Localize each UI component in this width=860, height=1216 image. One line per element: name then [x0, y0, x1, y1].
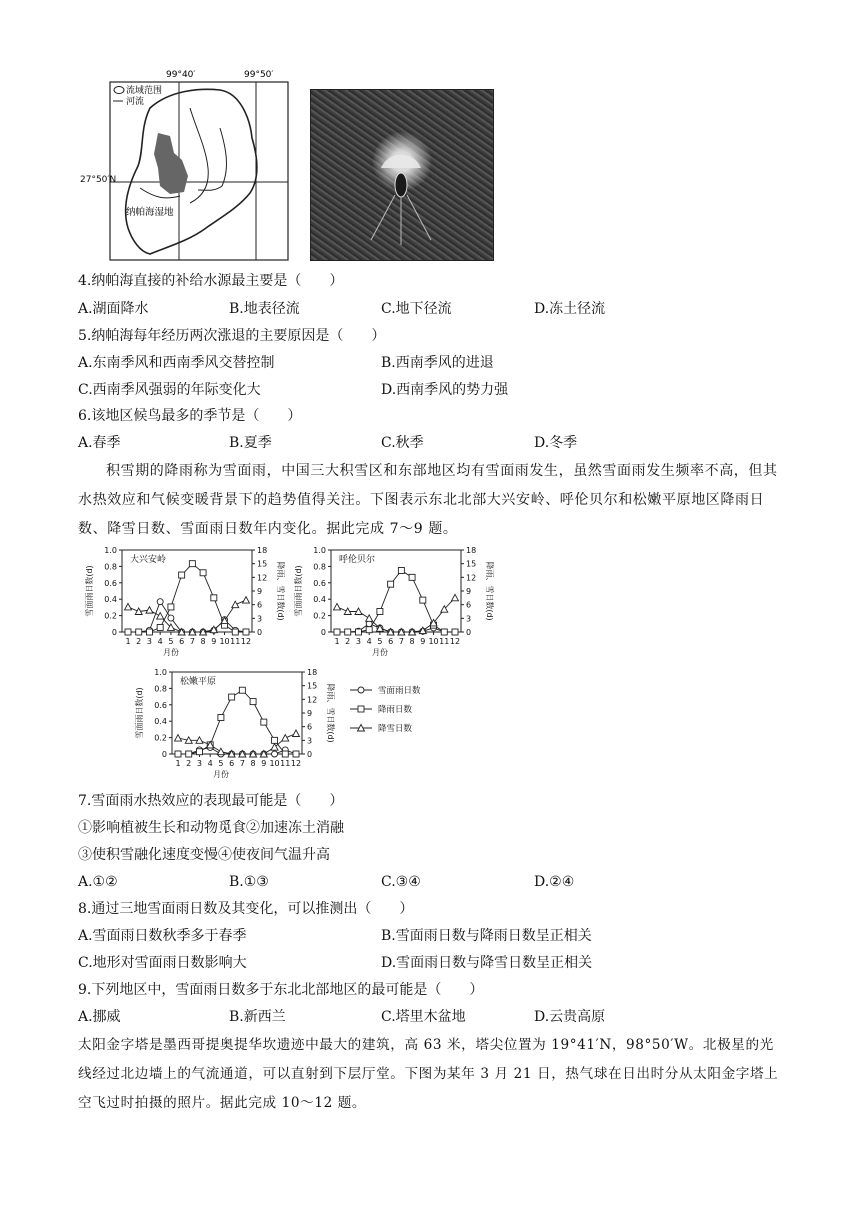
q4-option-d[interactable]: D.冻土径流: [534, 301, 606, 317]
month-label: 7: [189, 637, 195, 646]
legend-label: 降雨日数: [378, 705, 413, 715]
series-3-point: [293, 730, 300, 737]
series-3-point: [243, 597, 250, 604]
month-label: 4: [157, 637, 163, 646]
series-2-point: [420, 597, 426, 603]
series-line-2: [128, 564, 246, 632]
left-tick-label: 0.2: [313, 611, 326, 621]
series-line-2: [337, 571, 455, 633]
month-label: 2: [186, 759, 192, 768]
right-tick-label: 0: [257, 628, 263, 637]
series-2-point: [282, 751, 288, 757]
boat-shape: [395, 173, 407, 197]
basin-legend-symbol: [114, 87, 124, 94]
month-label: 11: [230, 637, 241, 646]
river-2: [198, 128, 226, 190]
right-axis-label: 降雨、雪日数(d): [276, 561, 285, 621]
series-2-point: [196, 749, 202, 755]
chart-panel-2: [293, 546, 495, 657]
series-2-point: [157, 624, 163, 630]
left-tick-label: 0.6: [313, 578, 326, 588]
month-label: 12: [449, 637, 461, 646]
right-tick-label: 12: [466, 573, 477, 583]
month-label: 11: [439, 637, 450, 646]
series-2-point: [175, 751, 181, 757]
q8-option-d[interactable]: D.雪面雨日数与降雪日数呈正相关: [381, 955, 593, 971]
q8-option-c[interactable]: C.地形对雪面雨日数影响大: [78, 955, 247, 971]
series-2-point: [452, 629, 458, 635]
basin-boundary: [126, 89, 257, 254]
month-label: 7: [239, 759, 245, 768]
q5-option-a[interactable]: A.东南季风和西南季风交替控制: [78, 355, 275, 371]
month-label: 9: [420, 637, 426, 646]
wetland-label: 纳帕海湿地: [126, 207, 174, 218]
series-3-point: [175, 735, 182, 742]
q9-option-b[interactable]: B.新西兰: [229, 1009, 286, 1025]
series-2-point: [355, 629, 361, 635]
lat-label: 27°50′N: [80, 175, 117, 185]
intro-10-12: 太阳金字塔是墨西哥提奥提华坎遗迹中最大的建筑，高 63 米，塔尖位置为 19°41′N，98°50′W。北极星的光线经过北边墙上的气流通道，可以直射到下层厅堂。下图为某年 3 月 21 日，热气球在日出时分从太阳金字塔上空飞过时拍摄的照片。据此完成 10～12 题。: [78, 1037, 779, 1111]
series-2-point: [377, 609, 383, 615]
left-axis-label: 雪面雨日数(d): [294, 565, 303, 617]
series-2-point: [125, 629, 131, 635]
month-label: 12: [240, 637, 252, 646]
q4-option-c[interactable]: C.地下径流: [381, 301, 452, 317]
series-2-point: [189, 561, 195, 567]
series-2-point: [345, 629, 351, 635]
left-tick-label: 0: [320, 628, 326, 637]
series-2-point: [398, 568, 404, 574]
legend-basin-label: 流域范围: [126, 86, 163, 96]
month-label: 9: [261, 759, 267, 768]
q5-option-d[interactable]: D.西南季风的势力强: [381, 382, 509, 398]
right-tick-label: 0: [307, 750, 313, 759]
series-2-point: [441, 629, 447, 635]
series-3-point: [125, 603, 132, 610]
lon-label-99-50: 99°50′: [244, 70, 274, 80]
q9-option-d[interactable]: D.云贵高原: [534, 1009, 606, 1025]
right-tick-label: 9: [257, 587, 263, 596]
month-label: 5: [218, 759, 224, 768]
q7-option-d[interactable]: D.②④: [534, 874, 575, 890]
bird-flock-shape: [381, 155, 421, 169]
legend-marker: [358, 687, 364, 693]
q6-option-c[interactable]: C.秋季: [381, 435, 424, 451]
series-2-point: [136, 629, 142, 635]
series-2-point: [366, 627, 372, 633]
right-tick-label: 15: [466, 559, 477, 569]
series-3-point: [282, 735, 289, 742]
series-3-point: [217, 748, 224, 755]
series-2-point: [186, 751, 192, 757]
q8-stem: 8.通过三地雪面雨日数及其变化，可以推测出（ ）: [78, 901, 414, 917]
left-tick-label: 0.6: [104, 578, 117, 588]
legend-label: 降雪日数: [378, 724, 413, 734]
left-tick-label: 0.4: [154, 717, 167, 727]
month-label: 2: [136, 637, 142, 646]
intro-7-9: 积雪期的降雨称为雪面雨，中国三大积雪区和东部地区均有雪面雨发生，虽然雪面雨发生频率不高，但其水热效应和气候变暖背景下的趋势值得关注。下图表示东北北部大兴安岭、呼伦贝尔和松嫩平原地区降雨日数、降雪日数、雪面雨日数年内变化。据此完成 7～9 题。: [78, 463, 778, 537]
series-3-point: [232, 601, 239, 608]
series-3-point: [146, 607, 153, 614]
q9-option-c[interactable]: C.塔里木盆地: [381, 1009, 466, 1025]
month-label: 6: [229, 759, 235, 768]
right-tick-label: 6: [466, 600, 472, 610]
series-2-point: [334, 629, 340, 635]
right-tick-label: 18: [307, 668, 318, 677]
series-2-point: [146, 629, 152, 635]
month-label: 2: [345, 637, 351, 646]
month-label: 6: [179, 637, 185, 646]
q7-statement-1: ①影响植被生长和动物觅食②加速冻土消融: [78, 820, 344, 836]
q7-option-a[interactable]: A.①②: [78, 874, 118, 890]
month-label: 5: [168, 637, 174, 646]
q7-statement-2: ③使积雪融化速度变慢④使夜间气温升高: [78, 847, 330, 863]
series-2-point: [261, 719, 267, 725]
right-tick-label: 3: [257, 614, 263, 624]
left-tick-label: 0.8: [313, 562, 326, 572]
right-tick-label: 0: [466, 628, 472, 637]
left-tick-label: 0.4: [104, 595, 117, 605]
legend-marker: [358, 706, 364, 712]
left-tick-label: 1.0: [154, 668, 167, 677]
month-label: 4: [366, 637, 372, 646]
right-tick-label: 18: [466, 546, 477, 555]
left-tick-label: 0: [161, 750, 167, 759]
left-tick-label: 0.8: [104, 562, 117, 572]
series-2-point: [243, 629, 249, 635]
q9-option-a[interactable]: A.挪威: [78, 1009, 121, 1025]
right-tick-label: 6: [307, 722, 313, 732]
q4-stem: 4.纳帕海直接的补给水源最主要是（ ）: [78, 273, 344, 289]
left-tick-label: 0.6: [154, 700, 167, 710]
left-tick-label: 1.0: [313, 546, 326, 555]
right-tick-label: 12: [257, 573, 268, 583]
basin-map: [110, 68, 290, 262]
month-label: 8: [409, 637, 415, 646]
chart-title: 松嫩平原: [180, 677, 217, 687]
napahai-wetland: [154, 133, 188, 194]
month-label: 10: [428, 637, 439, 646]
q6-option-a[interactable]: A.春季: [78, 435, 121, 451]
q8-option-b[interactable]: B.雪面雨日数与降雨日数呈正相关: [381, 928, 592, 944]
month-label: 1: [175, 759, 181, 768]
month-label: 7: [398, 637, 404, 646]
left-tick-label: 0.2: [104, 611, 117, 621]
chart-title: 呼伦贝尔: [339, 555, 376, 565]
month-label: 6: [388, 637, 394, 646]
series-3-point: [334, 603, 341, 610]
right-axis-label: 降雨、雪日数(d): [326, 683, 335, 743]
x-axis-label: 月份: [163, 648, 179, 657]
series-line-1: [178, 747, 296, 754]
q7-stem: 7.雪面雨水热效应的表现最可能是（ ）: [78, 793, 344, 809]
series-3-point: [452, 594, 459, 601]
series-2-point: [200, 570, 206, 576]
series-2-point: [250, 699, 256, 705]
q4-option-a[interactable]: A.湖面降水: [78, 301, 149, 317]
q6-stem: 6.该地区候鸟最多的季节是（ ）: [78, 408, 302, 424]
x-axis-label: 月份: [372, 648, 388, 657]
series-2-point: [179, 572, 185, 578]
right-tick-label: 3: [307, 736, 313, 746]
right-tick-label: 12: [307, 695, 318, 705]
month-label: 3: [146, 637, 153, 646]
q4-option-b[interactable]: B.地表径流: [229, 301, 300, 317]
legend-label: 雪面雨日数: [378, 686, 421, 696]
legend-river-label: 河流: [126, 97, 145, 107]
month-label: 8: [250, 759, 256, 768]
basin-map-svg: [110, 68, 290, 262]
series-2-point: [232, 629, 238, 635]
left-axis-label: 雪面雨日数(d): [85, 565, 94, 617]
q5-stem: 5.纳帕海每年经历两次涨退的主要原因是（ ）: [78, 328, 386, 344]
series-2-point: [218, 715, 224, 721]
month-label: 1: [334, 637, 340, 646]
left-tick-label: 0.4: [313, 595, 326, 605]
lon-label-99-40: 99°40′: [166, 70, 196, 80]
month-label: 4: [207, 759, 213, 768]
right-tick-label: 6: [257, 600, 263, 610]
series-2-point: [293, 751, 299, 757]
wetland-photo: [310, 89, 494, 261]
month-label: 9: [211, 637, 217, 646]
chart-title: 大兴安岭: [130, 555, 167, 565]
q6-option-d[interactable]: D.冬季: [534, 435, 578, 451]
right-axis-label: 降雨、雪日数(d): [485, 561, 494, 621]
right-tick-label: 18: [257, 546, 268, 555]
month-label: 10: [269, 759, 280, 768]
photo-overlay: [311, 90, 493, 260]
left-tick-label: 0.8: [154, 684, 167, 694]
month-label: 1: [125, 637, 131, 646]
wake-lines: [371, 195, 431, 245]
series-2-point: [409, 574, 415, 580]
month-label: 8: [200, 637, 206, 646]
left-tick-label: 0.2: [154, 733, 167, 743]
snow-rain-charts: [76, 540, 496, 779]
month-label: 5: [377, 637, 383, 646]
series-3-point: [366, 615, 373, 622]
right-tick-label: 15: [257, 559, 268, 569]
series-1-point: [168, 615, 174, 621]
q6-option-b[interactable]: B.夏季: [229, 435, 272, 451]
right-tick-label: 9: [307, 709, 313, 718]
month-label: 12: [290, 759, 302, 768]
q5-option-c[interactable]: C.西南季风强弱的年际变化大: [78, 382, 261, 398]
series-2-point: [239, 687, 245, 693]
series-2-point: [211, 595, 217, 601]
x-axis-label: 月份: [213, 770, 229, 779]
chart-panel-1: [84, 546, 286, 657]
month-label: 11: [280, 759, 291, 768]
series-2-point: [168, 604, 174, 610]
series-3-point: [157, 613, 164, 620]
q9-stem: 9.下列地区中，雪面雨日数多于东北北部地区的最可能是（ ）: [78, 982, 484, 998]
river-1: [190, 108, 208, 203]
chart-legend: [350, 685, 421, 734]
right-tick-label: 9: [466, 587, 472, 596]
q7-option-b[interactable]: B.①③: [229, 874, 269, 890]
left-tick-label: 1.0: [104, 546, 117, 555]
chart-panel-3: [134, 668, 336, 779]
series-2-point: [229, 694, 235, 700]
series-1-point: [272, 751, 278, 757]
series-2-point: [272, 737, 278, 743]
right-tick-label: 3: [466, 614, 472, 624]
left-tick-label: 0: [111, 628, 117, 637]
q8-option-a[interactable]: A.雪面雨日数秋季多于春季: [78, 928, 247, 944]
month-label: 3: [355, 637, 362, 646]
month-label: 10: [219, 637, 230, 646]
series-2-point: [388, 581, 394, 587]
series-1-point: [157, 599, 163, 605]
q5-option-b[interactable]: B.西南季风的进退: [381, 355, 494, 371]
q7-option-c[interactable]: C.③④: [381, 874, 421, 890]
left-axis-label: 雪面雨日数(d): [135, 687, 144, 739]
month-label: 3: [196, 759, 203, 768]
right-tick-label: 15: [307, 681, 318, 691]
